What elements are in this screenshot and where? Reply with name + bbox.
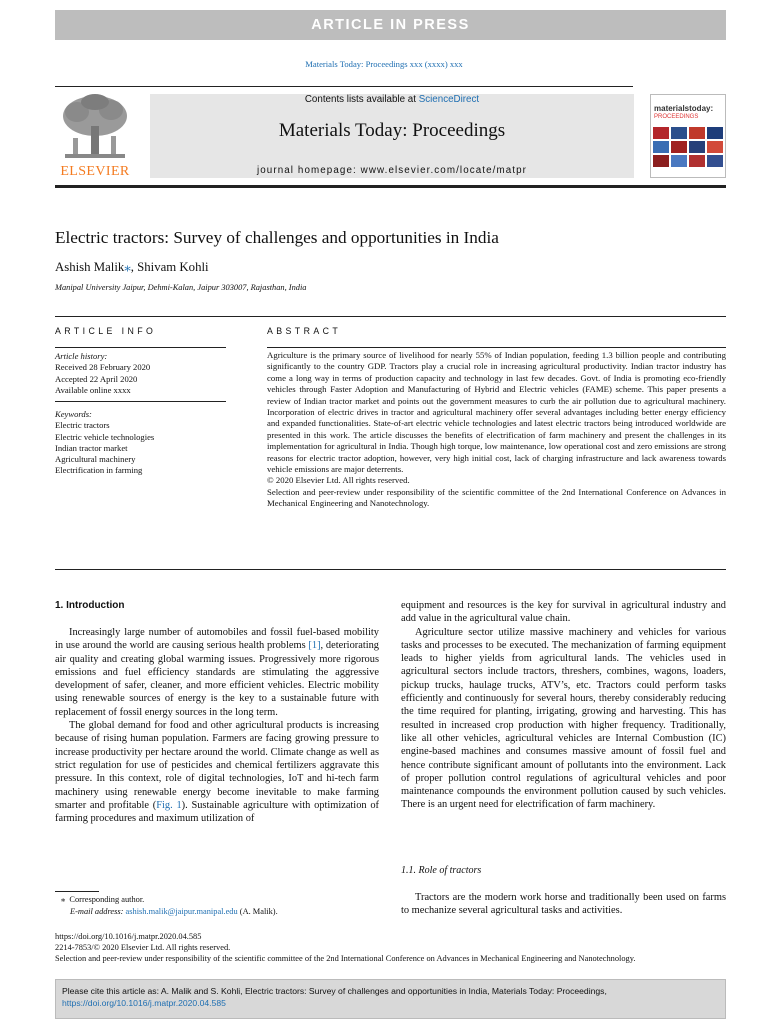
keyword: Electric vehicle technologies (55, 431, 155, 442)
journal-cover-thumbnail[interactable] (650, 94, 726, 178)
article-history (55, 351, 150, 396)
please-cite-box (55, 979, 726, 1019)
email-link[interactable]: ashish.malik@jaipur.manipal.edu (125, 907, 238, 916)
doi-link[interactable]: https://doi.org/10.1016/j.matpr.2020.04.585 (55, 932, 202, 941)
abstract-heading: ABSTRACT (267, 326, 342, 336)
reference-1-link[interactable]: [1] (308, 640, 321, 652)
intro-paragraph-continued: equipment and resources is the key for survival in agricultural industry and add value in the agricultural value chain. (401, 600, 726, 625)
author-line (55, 260, 209, 275)
issn-line: 2214-7853/© 2020 Elsevier Ltd. All rights reserved. (55, 943, 231, 952)
subsection-heading-role-of-tractors: 1.1. Role of tractors (401, 865, 482, 876)
article-info-heading: ARTICLE INFO (55, 326, 157, 336)
please-cite-doi-link[interactable]: https://doi.org/10.1016/j.matpr.2020.04.585 (62, 998, 226, 1009)
intro-paragraph-1: Increasingly large number of automobiles and fossil fuel-based mobility in use around the world are causing serious health problems [1], deteriorating air quality and creating global warming issues. Progressively more rigorous emissions and fuel efficiency standards are stimulating the aggressive development of safer, cleaner, and more efficient vehicles. Electric mobility using renewable sources of energy is the key to a sustainable future with replacement of fossil energy sources in the long term. (55, 627, 380, 718)
figure-1-link[interactable]: Fig. 1 (156, 799, 182, 811)
tractors-paragraph-text: Tractors are the modern work horse and traditionally been used on farms to mechanize several agricultural tasks and activities. (401, 892, 726, 917)
keyword: Agricultural machinery (55, 454, 136, 465)
keywords-label: Keywords: (55, 409, 92, 419)
journal-homepage[interactable]: journal homepage: www.elsevier.com/locate/matpr (256, 165, 528, 176)
keyword: Indian tractor market (55, 442, 128, 453)
cover-subtitle: PROCEEDINGS (654, 114, 699, 120)
section-heading-introduction: 1. Introduction (55, 600, 125, 611)
journal-title: Materials Today: Proceedings (278, 120, 506, 141)
keywords-block (55, 409, 154, 477)
corresponding-author-note: ⁎ Corresponding author. (61, 895, 145, 904)
divider-top (55, 316, 726, 317)
corresponding-author-marker[interactable]: ⁎ (124, 260, 131, 274)
abstract-body (267, 350, 726, 510)
online-date: Available online xxxx (55, 384, 131, 395)
abstract-copyright: © 2020 Elsevier Ltd. All rights reserved. (267, 475, 410, 486)
accepted-date: Accepted 22 April 2020 (55, 373, 138, 384)
left-column (55, 626, 379, 825)
cover-image-icon (651, 125, 725, 175)
header-bottom-rule (55, 185, 726, 188)
info-divider-1 (55, 347, 226, 348)
please-cite-text: Please cite this article as: A. Malik and S. Kohli, Electric tractors: Survey of challenges and opportunities in India, Materials Today: Proceedings, (62, 986, 607, 996)
email-note: E-mail address: ashish.malik@jaipur.manipal.edu (A. Malik). (70, 907, 278, 916)
intro-paragraph-3: Agriculture sector utilize massive machinery and vehicles for various tasks and processes to be executed. The mechanization of farming equipment leads to higher yields from agricultural lands. The vehicles used in agricultural sectors include tractors, threshers, combines, wagons, loaders, pickup trucks, haulage trucks, ATV’s, etc. Tractors could perform tasks efficiently and continuously for several hours, thereby considerably reducing the time required for planting, irrigating, growing and harvesting. This has resulted in increased crop production with higher frequency. Traditionally, like all other vehicles, agricultural vehicles are Internal Combustion (IC) engine-based machines and consumes massive amount of fossil fuel and hence contribute significant amount of pollutants into the environment. Lack of proper pollution control regulations of agricultural vehicles and poor maintenance compounds the environment pollution caused by such vehicles. There is an urgent need for electrification of farm machinery. (401, 626, 726, 811)
sciencedirect-link[interactable]: ScienceDirect (418, 94, 480, 105)
abstract-text: Agriculture is the primary source of livelihood for nearly 55% of Indian population, feeding 1.3 billion people and contributing significantly to the country GDP. Tractors play a crucial role in increasing agricultural productivity. Indian tractor industry has come a long way in terms of production capacity and technology in last few decades. Govt. of India is promoting eco-friendly vehicles through Faster Adoption and Manufacturing of Hybrid and Electric vehicles (FAME) scheme. This paper presents a review of Indian tractor market and points out the government measures to curb the air pollution due to agricultural machinery. Incorporation of electric drives in tractor and agricultural machinery offer several advantages including better energy efficiency and expanded functionalities. State-of-art electric vehicle technologies and latest electric tractors being introduced worldwide are presented in this work. The article discusses the benefits of electrification of farm machinery and present the challenges in its implementation for agricultural in India. Though high torque, low maintenance, low operational cost and zero emissions are strong reasons for electric tractor adoption, however, very high initial cost, lack of charging infrastructure and lack awareness towards vehicle emissions are major deterrents. (267, 350, 726, 475)
affiliation: Manipal University Jaipur, Dehmi-Kalan, Jaipur 303007, Rajasthan, India (55, 283, 307, 292)
elsevier-wordmark: ELSEVIER (60, 164, 130, 179)
contents-line (150, 94, 634, 105)
footnote-rule (55, 891, 99, 892)
elsevier-logo[interactable] (55, 92, 135, 180)
info-divider-2 (55, 401, 226, 402)
right-column (401, 599, 726, 812)
author-kohli[interactable]: , Shivam Kohli (130, 260, 209, 274)
tractors-paragraph (401, 891, 726, 918)
article-in-press-banner: ARTICLE IN PRESS (55, 10, 726, 40)
intro-paragraph-2: The global demand for food and other agricultural products is increasing because of rising human population. Farmers are facing growing pressure to increase productivity per hectare around the world. Climate change as well as strict regulation for use of pesticides and chemical fertilizers aggravate this pressure. In this context, role of digital technologies, IoT and hi-tech farm machinery using renewable energy become inevitable to make farming smarter and profitable (Fig. 1). Sustainable agriculture with optimization of farming procedures and maximum utilization of (55, 720, 379, 825)
cover-title: materialstoday: (654, 104, 714, 113)
journal-header-box (150, 94, 634, 178)
review-note: Selection and peer-review under responsibility of the scientific committee of the 2nd International Conference on Advances in Mechanical Engineering and Nanotechnology. (55, 954, 636, 963)
divider-bottom (55, 569, 726, 570)
history-label: Article history: (55, 351, 108, 361)
contents-prefix: Contents lists available at (304, 94, 416, 105)
article-title: Electric tractors: Survey of challenges and opportunities in India (55, 228, 499, 247)
header-top-rule (55, 86, 633, 87)
journal-citation-link[interactable]: Materials Today: Proceedings xxx (xxxx) xxx (305, 59, 463, 69)
abstract-review-note: Selection and peer-review under responsibility of the scientific committee of the 2nd International Conference on Advances in Mechanical Engineering and Nanotechnology. (267, 486, 726, 509)
abstract-divider (267, 347, 726, 348)
author-malik[interactable]: Ashish Malik (55, 260, 125, 274)
keyword: Electric tractors (55, 420, 110, 431)
received-date: Received 28 February 2020 (55, 362, 151, 373)
tree-icon (55, 92, 135, 162)
keyword: Electrification in farming (55, 465, 143, 476)
